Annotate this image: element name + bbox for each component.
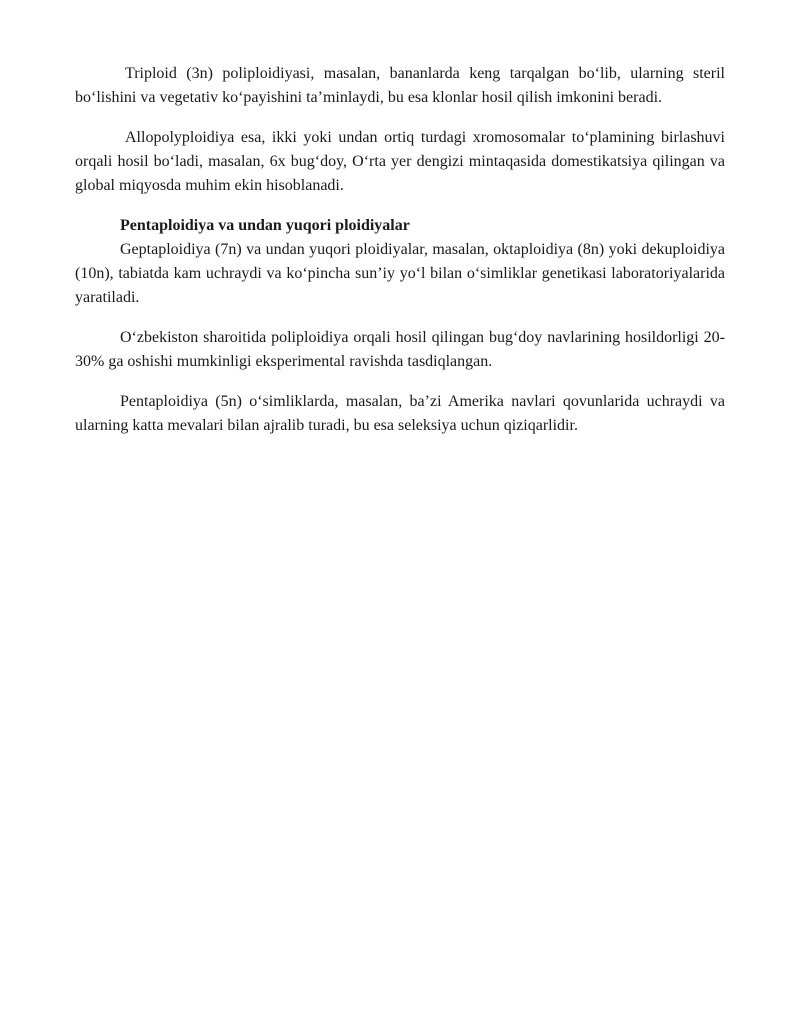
document-body	[75, 62, 725, 454]
paragraph-pentaploidy: Pentaploidiya (5n) o‘simliklarda, masalan, ba’zi Amerika navlari qovunlarida uchraydi va ularning katta mevalari bilan ajralib turadi, bu esa seleksiya uchun qiziqarlidir.	[75, 393, 725, 434]
paragraph-triploid: Triploid (3n) poliploidiyasi, masalan, bananlarda keng tarqalgan bo‘lib, ularning steril bo‘lishini va vegetativ ko‘payishini ta’minlaydi, bu esa klonlar hosil qilish imkonini beradi.	[75, 65, 725, 106]
paragraph-heptaploidy: Geptaploidiya (7n) va undan yuqori ploidiyalar, masalan, oktaploidiya (8n) yoki dekuploidiya (10n), tabiatda kam uchraydi va ko‘pincha sun’iy yo‘l bilan o‘simliklar genetikasi laboratoriyalarida yaratiladi.	[75, 241, 725, 306]
paragraph-allopolyploidy: Allopolyploidiya esa, ikki yoki undan ortiq turdagi xromosomalar to‘plamining birlashuvi orqali hosil bo‘ladi, masalan, 6x bug‘doy, O‘rta yer dengizi mintaqasida domestikatsiya qilingan va global miqyosda muhim ekin hisoblanadi.	[75, 129, 725, 194]
paragraph-uzbekistan: O‘zbekiston sharoitida poliploidiya orqali hosil qilingan bug‘doy navlarining hosildorligi 20-30% ga oshishi mumkinligi eksperimental ravishda tasdiqlangan.	[75, 329, 725, 370]
section-heading: Pentaploidiya va undan yuqori ploidiyalar	[120, 217, 410, 234]
